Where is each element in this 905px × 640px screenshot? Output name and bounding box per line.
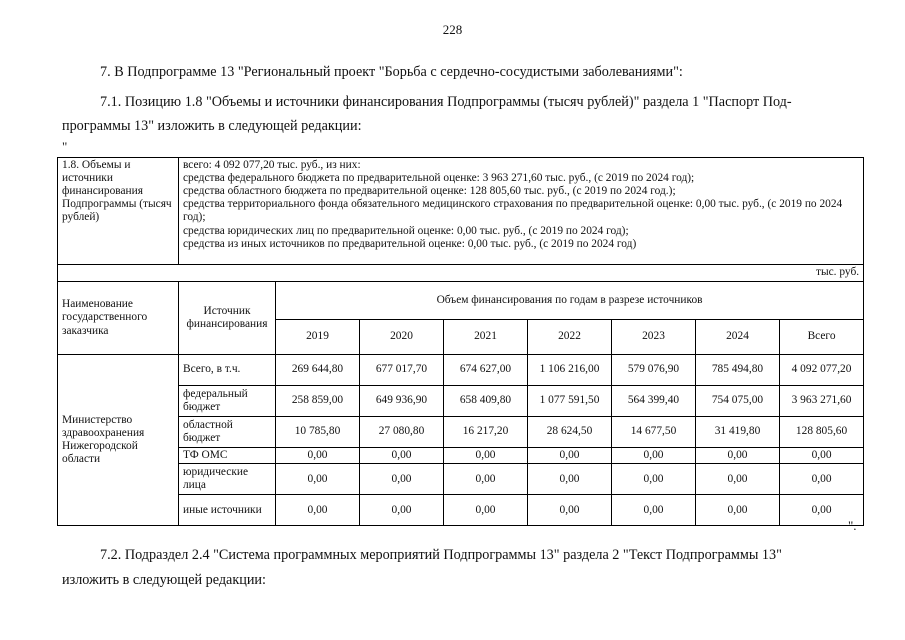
value-cell: 579 076,90: [612, 355, 696, 386]
summary-line: средства из иных источников по предварительной оценке: 0,00 тыс. руб., (с 2019 по 2024 год): [183, 237, 637, 250]
financing-summary-cell: [179, 158, 864, 265]
table-row: [58, 495, 864, 526]
value-cell: 0,00: [276, 448, 360, 464]
value-cell: 1 077 591,50: [528, 386, 612, 417]
customer-name: Министерство здравоохранения Нижегородской области: [58, 355, 179, 526]
value-cell: 0,00: [360, 495, 444, 526]
value-cell: 0,00: [780, 495, 864, 526]
page-number: 228: [442, 22, 463, 37]
year-header: 2023: [612, 319, 696, 354]
value-cell: 10 785,80: [276, 417, 360, 448]
year-header: 2019: [276, 319, 360, 354]
close-quote: ".: [848, 518, 857, 533]
value-cell: 128 805,60: [780, 417, 864, 448]
units-label: тыс. руб.: [58, 265, 864, 282]
value-cell: 0,00: [612, 448, 696, 464]
paragraph-7-1-line1: 7.1. Позицию 1.8 "Объемы и источники финансирования Подпрограммы (тысяч рублей)" раздела 1 "Паспорт Под-: [100, 94, 792, 110]
value-cell: 0,00: [276, 495, 360, 526]
source-label: ТФ ОМС: [179, 448, 276, 464]
customer-column-header: Наименование государственного заказчика: [58, 282, 179, 355]
value-cell: 674 627,00: [444, 355, 528, 386]
financing-table: [57, 157, 864, 526]
source-label: юридические лица: [179, 464, 276, 495]
value-cell: 3 963 271,60: [780, 386, 864, 417]
value-cell: 0,00: [444, 448, 528, 464]
value-cell: 269 644,80: [276, 355, 360, 386]
source-label: областной бюджет: [179, 417, 276, 448]
value-cell: 785 494,80: [696, 355, 780, 386]
value-cell: 0,00: [360, 464, 444, 495]
value-cell: 0,00: [696, 464, 780, 495]
value-cell: 16 217,20: [444, 417, 528, 448]
summary-line: средства территориального фонда обязательного медицинского страхования по предварительной оценке: 0,00 тыс. руб., (с 2019 по 2024 год);: [183, 198, 843, 224]
table-row: [58, 355, 864, 386]
value-cell: 0,00: [444, 464, 528, 495]
value-cell: 658 409,80: [444, 386, 528, 417]
value-cell: 27 080,80: [360, 417, 444, 448]
open-quote: ": [62, 139, 68, 154]
paragraph-7-2-line2: изложить в следующей редакции:: [62, 572, 266, 588]
value-cell: 754 075,00: [696, 386, 780, 417]
value-cell: 0,00: [360, 448, 444, 464]
paragraph-7-1-line2: программы 13" изложить в следующей редакции:: [62, 118, 362, 134]
source-column-header: Источник финансирования: [179, 282, 276, 355]
paragraph-7-2-line1: 7.2. Подраздел 2.4 "Система программных мероприятий Подпрограммы 13" раздела 2 "Текст Подпрограммы 13": [100, 547, 782, 563]
summary-line: всего: 4 092 077,20 тыс. руб., из них:: [183, 159, 361, 171]
paragraph-7: 7. В Подпрограмме 13 "Региональный проект "Борьба с сердечно-сосудистыми заболеваниями":: [100, 64, 683, 80]
year-header: 2024: [696, 319, 780, 354]
value-cell: 0,00: [780, 464, 864, 495]
year-header: 2020: [360, 319, 444, 354]
value-cell: 258 859,00: [276, 386, 360, 417]
table-row: [58, 417, 864, 448]
summary-line: средства юридических лиц по предварительной оценке: 0,00 тыс. руб., (с 2019 по 2024 год);: [183, 224, 629, 237]
value-cell: 677 017,70: [360, 355, 444, 386]
value-cell: 0,00: [276, 464, 360, 495]
value-cell: 14 677,50: [612, 417, 696, 448]
value-cell: 0,00: [612, 495, 696, 526]
value-cell: 0,00: [528, 448, 612, 464]
total-header: Всего: [780, 319, 864, 354]
value-cell: 4 092 077,20: [780, 355, 864, 386]
value-cell: 0,00: [696, 448, 780, 464]
source-label: федеральный бюджет: [179, 386, 276, 417]
value-cell: 0,00: [444, 495, 528, 526]
table-row: [58, 386, 864, 417]
table-row: [58, 448, 864, 464]
year-header: 2021: [444, 319, 528, 354]
position-label-cell: 1.8. Объемы и источники финансирования Подпрограммы (тысяч рублей): [58, 158, 179, 265]
year-header: 2022: [528, 319, 612, 354]
value-cell: 0,00: [528, 495, 612, 526]
source-label: иные источники: [179, 495, 276, 526]
volume-column-header: Объем финансирования по годам в разрезе источников: [276, 282, 864, 320]
source-label: Всего, в т.ч.: [179, 355, 276, 386]
summary-line: средства областного бюджета по предварительной оценке: 128 805,60 тыс. руб., (с 2019 по 2024 год.);: [183, 185, 676, 198]
value-cell: 564 399,40: [612, 386, 696, 417]
value-cell: 0,00: [780, 448, 864, 464]
value-cell: 28 624,50: [528, 417, 612, 448]
table-row: [58, 464, 864, 495]
value-cell: 649 936,90: [360, 386, 444, 417]
value-cell: 1 106 216,00: [528, 355, 612, 386]
value-cell: 31 419,80: [696, 417, 780, 448]
value-cell: 0,00: [528, 464, 612, 495]
value-cell: 0,00: [612, 464, 696, 495]
summary-line: средства федерального бюджета по предварительной оценке: 3 963 271,60 тыс. руб., (с 2019 по 2024 год);: [183, 172, 695, 185]
value-cell: 0,00: [696, 495, 780, 526]
